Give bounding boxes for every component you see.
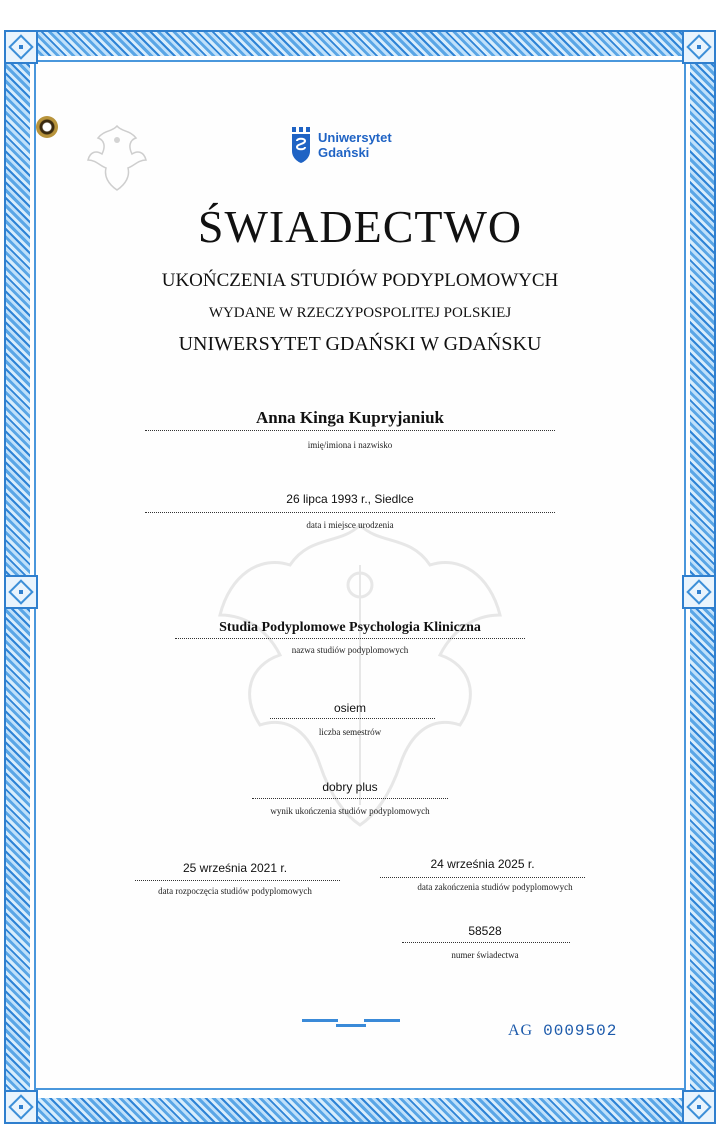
certificate-number-label: numer świadectwa xyxy=(451,950,519,960)
result-line xyxy=(252,798,448,799)
program-value: Studia Podyplomowe Psychologia Kliniczna xyxy=(219,620,481,635)
footer-ornament-middle xyxy=(336,1024,366,1027)
program-line xyxy=(175,638,525,639)
serial-number xyxy=(508,1022,617,1040)
birth-label: data i miejsce urodzenia xyxy=(306,520,394,530)
certificate-title: ŚWIADECTWO xyxy=(197,201,523,252)
corner-ornament-bottom-right xyxy=(682,1090,716,1124)
certificate-number-line xyxy=(402,942,570,943)
start-date-value: 25 września 2021 r. xyxy=(182,861,288,875)
result-label: wynik ukończenia studiów podyplomowych xyxy=(270,806,430,816)
logo-text-line1: Uniwersytet xyxy=(318,130,392,145)
semesters-value: osiem xyxy=(333,701,366,715)
side-ornament-left xyxy=(4,575,38,609)
start-date-line xyxy=(135,880,340,881)
logo-text-block xyxy=(318,130,392,160)
footer-ornament-right xyxy=(364,1019,400,1022)
eagle-stamp-icon xyxy=(82,118,152,198)
certificate-subtitle: UKOŃCZENIA STUDIÓW PODYPLOMOWYCH xyxy=(161,270,559,291)
end-date-line xyxy=(380,877,585,878)
start-date-label: data rozpoczęcia studiów podyplomowych xyxy=(158,886,312,896)
university-crest-icon xyxy=(290,125,312,165)
serial-prefix: AG xyxy=(508,1022,534,1039)
footer-ornament-left xyxy=(302,1019,338,1022)
corner-ornament-top-left xyxy=(4,30,38,64)
semesters-line xyxy=(270,718,435,719)
birth-value: 26 lipca 1993 r., Siedlce xyxy=(286,492,414,506)
result-value: dobry plus xyxy=(322,780,378,794)
grommet-eyelet xyxy=(36,116,58,138)
university-logo xyxy=(290,125,392,165)
logo-text-line2: Gdański xyxy=(318,145,370,160)
serial-digits: 0009502 xyxy=(543,1022,618,1040)
corner-ornament-top-right xyxy=(682,30,716,64)
certificate-number-value: 58528 xyxy=(468,924,502,938)
semesters-label: liczba semestrów xyxy=(318,727,382,737)
birth-line xyxy=(145,512,555,513)
end-date-label: data zakończenia studiów podyplomowych xyxy=(417,882,573,892)
holder-name-label: imię/imiona i nazwisko xyxy=(307,440,393,450)
corner-ornament-bottom-left xyxy=(4,1090,38,1124)
side-ornament-right xyxy=(682,575,716,609)
holder-name-value: Anna Kinga Kupryjaniuk xyxy=(255,408,444,427)
holder-name-line xyxy=(145,430,555,431)
program-label: nazwa studiów podyplomowych xyxy=(291,645,409,655)
end-date-value: 24 września 2025 r. xyxy=(430,857,535,871)
issued-in-text: WYDANE W RZECZYPOSPOLITEJ POLSKIEJ xyxy=(208,305,512,321)
university-name: UNIWERSYTET GDAŃSKI W GDAŃSKU xyxy=(178,333,542,355)
